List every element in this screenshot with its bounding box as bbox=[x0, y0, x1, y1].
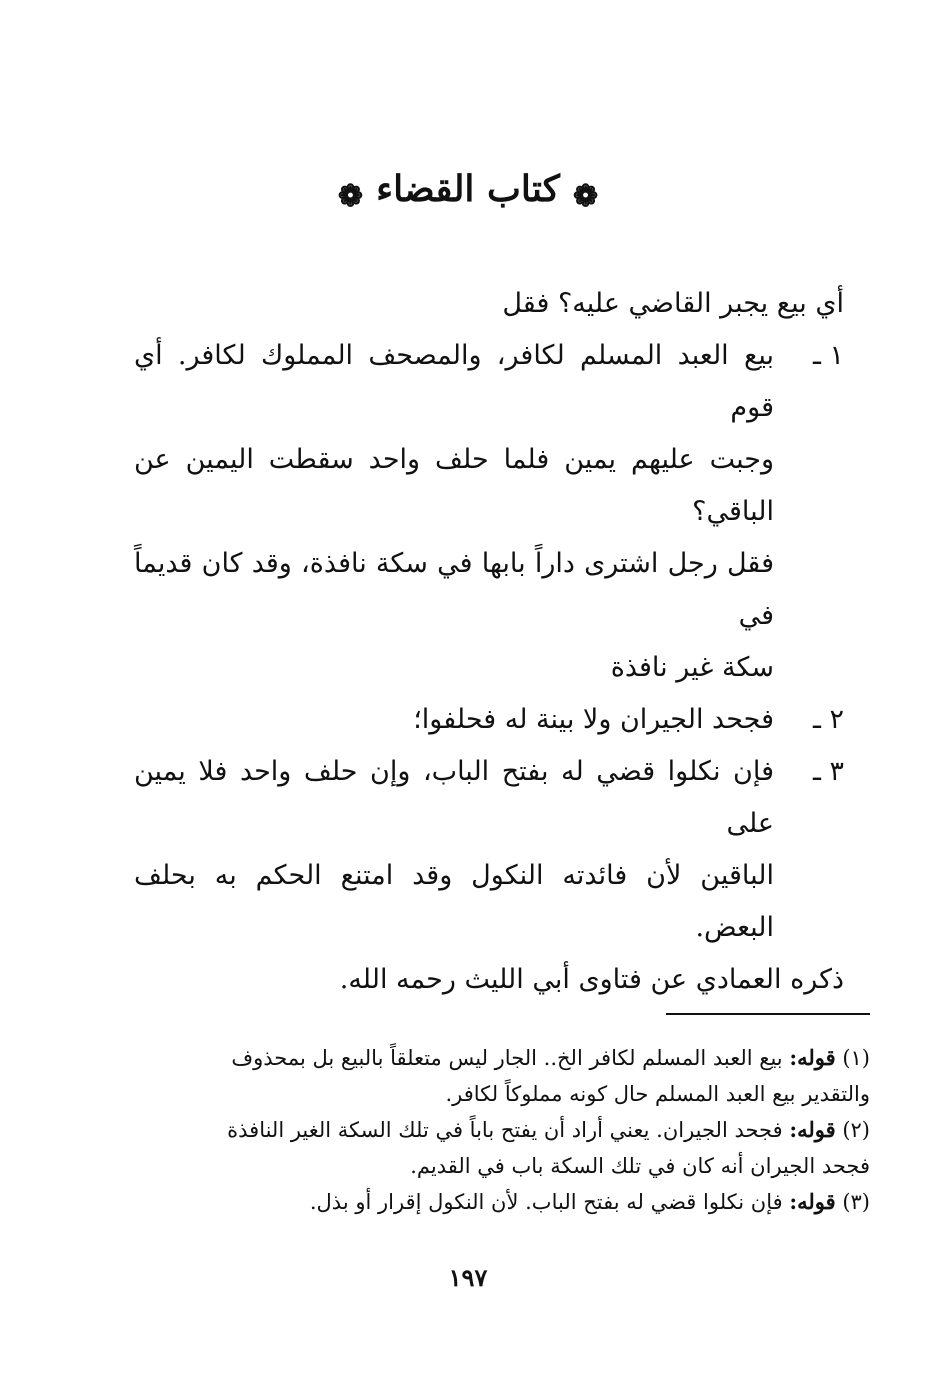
main-text bbox=[134, 278, 844, 1006]
item-line: فإن نكلوا قضي له بفتح الباب، وإن حلف واحد فلا يمين على bbox=[134, 756, 774, 839]
footnote-3 bbox=[122, 1184, 870, 1220]
chapter-title-block bbox=[0, 168, 936, 214]
item-line: وجبت عليهم يمين فلما حلف واحد سقطت اليمين عن الباقي؟ bbox=[134, 444, 774, 527]
footnote-text: فإن نكلوا قضي له بفتح الباب. لأن النكول إقرار أو بذل. bbox=[309, 1190, 783, 1214]
footnote-2 bbox=[122, 1112, 870, 1184]
list-item-1 bbox=[134, 330, 844, 694]
item-line: فقل رجل اشترى داراً بابها في سكة نافذة، وقد كان قديماً في bbox=[134, 548, 774, 631]
item-body bbox=[134, 746, 774, 954]
footnote-label: قوله: bbox=[789, 1189, 836, 1214]
item-line: بيع العبد المسلم لكافر، والمصحف المملوك لكافر. أي قوم bbox=[134, 340, 774, 423]
list-item-3 bbox=[134, 746, 844, 954]
closing-line: ذكره العمادي عن فتاوى أبي الليث رحمه الله. bbox=[339, 964, 844, 995]
footnote-label: قوله: bbox=[789, 1045, 836, 1070]
question-line: أي بيع يجبر القاضي عليه؟ فقل bbox=[502, 288, 844, 319]
item-number: ١ ـ bbox=[812, 340, 844, 371]
footnote-marker: (٣) bbox=[842, 1190, 870, 1214]
footnote-text: بيع العبد المسلم لكافر الخ.. الجار ليس متعلقاً بالبيع بل بمحذوف bbox=[231, 1046, 783, 1070]
footnote-label: قوله: bbox=[789, 1117, 836, 1142]
list-item-2 bbox=[134, 694, 844, 746]
footnotes bbox=[122, 1040, 870, 1220]
item-number: ٢ ـ bbox=[812, 704, 844, 735]
ornament-right-icon: ❁ bbox=[572, 179, 599, 214]
item-number: ٣ ـ bbox=[812, 756, 844, 787]
item-body bbox=[134, 694, 774, 746]
footnote-text: فجحد الجيران. يعني أراد أن يفتح باباً في تلك السكة الغير النافذة bbox=[227, 1118, 783, 1142]
chapter-title: كتاب القضاء bbox=[376, 168, 560, 210]
page-number: ١٩٧ bbox=[448, 1263, 488, 1292]
item-line: الباقين لأن فائدته النكول وقد امتنع الحكم به بحلف البعض. bbox=[134, 860, 774, 943]
item-line: سكة غير نافذة bbox=[610, 652, 774, 683]
footnote-marker: (١) bbox=[842, 1046, 870, 1070]
ornament-left-icon: ❁ bbox=[337, 179, 364, 214]
footnote-divider bbox=[666, 1013, 870, 1015]
footnote-continuation: والتقدير بيع العبد المسلم حال كونه مملوكاً لكافر. bbox=[445, 1082, 870, 1106]
footnote-marker: (٢) bbox=[842, 1118, 870, 1142]
item-line: فجحد الجيران ولا بينة له فحلفوا؛ bbox=[413, 704, 774, 735]
footnote-continuation: فجحد الجيران أنه كان في تلك السكة باب في القديم. bbox=[410, 1154, 870, 1178]
footnote-1 bbox=[122, 1040, 870, 1112]
item-body bbox=[134, 330, 774, 694]
